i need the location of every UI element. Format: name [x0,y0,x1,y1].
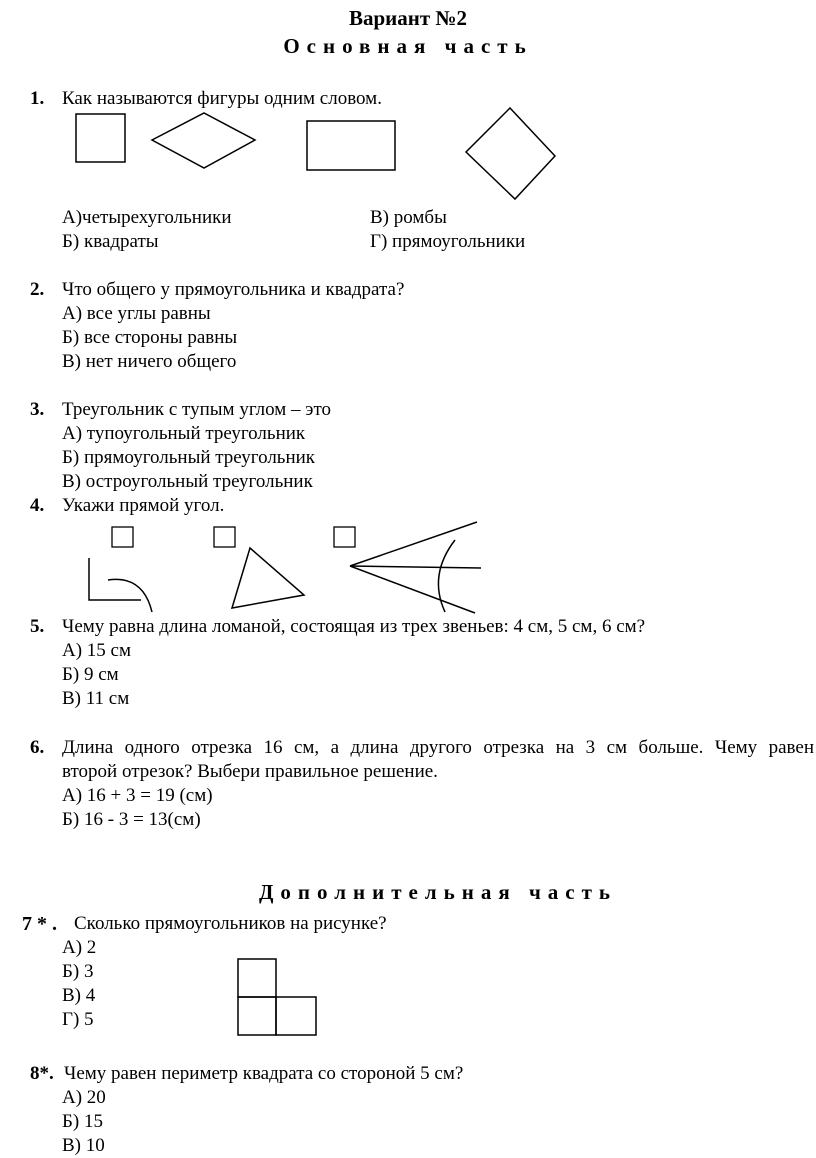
q1-option-d[interactable]: Г) прямоугольники [370,231,526,252]
q7-option-a[interactable]: А) 2 [62,937,97,958]
section-extra-title: Дополнительная часть [258,880,618,904]
page-title: Вариант №2 [348,6,468,30]
q5-option-b[interactable]: Б) 9 см [62,664,119,685]
q5-text: Чему равна длина ломаной, состоящая из трех звеньев: 4 см, 5 см, 6 см? [62,616,646,637]
q3-text: Треугольник с тупым углом – это [62,399,331,420]
q2-option-c[interactable]: В) нет ничего общего [62,351,237,372]
q7-text: Сколько прямоугольников на рисунке? [74,913,387,934]
q1-option-c[interactable]: В) ромбы [370,207,447,228]
q5-option-a[interactable]: А) 15 см [62,640,132,661]
q3-option-b[interactable]: Б) прямоугольный треугольник [62,447,316,468]
q7-option-b[interactable]: Б) 3 [62,961,94,982]
q8-text: Чему равен периметр квадрата со стороной 5 см? [64,1063,464,1084]
q1-option-a[interactable]: А)четырехугольники [62,207,232,228]
q2-option-b[interactable]: Б) все стороны равны [62,327,238,348]
q2-option-a[interactable]: А) все углы равны [62,303,211,324]
q1-text: Как называются фигуры одним словом. [62,88,382,109]
q7-option-c[interactable]: В) 4 [62,985,96,1006]
q6-text-line2: второй отрезок? Выбери правильное решение. [62,761,438,782]
q5-option-c[interactable]: В) 11 см [62,688,130,709]
q3-option-a[interactable]: А) тупоугольный треугольник [62,423,306,444]
q4-text: Укажи прямой угол. [62,495,225,516]
q2-text: Что общего у прямоугольника и квадрата? [62,279,405,300]
q6-text-line1: Длина одного отрезка 16 см, а длина другого отрезка на 3 см больше. Чему равен [62,737,814,758]
q6-option-a[interactable]: А) 16 + 3 = 19 (см) [62,785,213,806]
q3-option-c[interactable]: В) остроугольный треугольник [62,471,313,492]
q3-number: 3. [30,399,45,420]
q8-option-a[interactable]: А) 20 [62,1087,106,1108]
q2-number: 2. [30,279,45,300]
q4-number: 4. [30,495,45,516]
section-main-title: Основная часть [283,34,533,58]
q8-option-b[interactable]: Б) 15 [62,1111,103,1132]
q1-option-b[interactable]: Б) квадраты [62,231,159,252]
q8-number: 8*. [30,1063,54,1084]
q7-number: 7 * . [22,913,57,935]
q6-number: 6. [30,737,45,758]
q1-number: 1. [30,88,45,109]
q7-option-d[interactable]: Г) 5 [62,1009,94,1030]
q5-number: 5. [30,616,45,637]
q8-option-c[interactable]: В) 10 [62,1135,105,1156]
q6-option-b[interactable]: Б) 16 - 3 = 13(см) [62,809,201,830]
